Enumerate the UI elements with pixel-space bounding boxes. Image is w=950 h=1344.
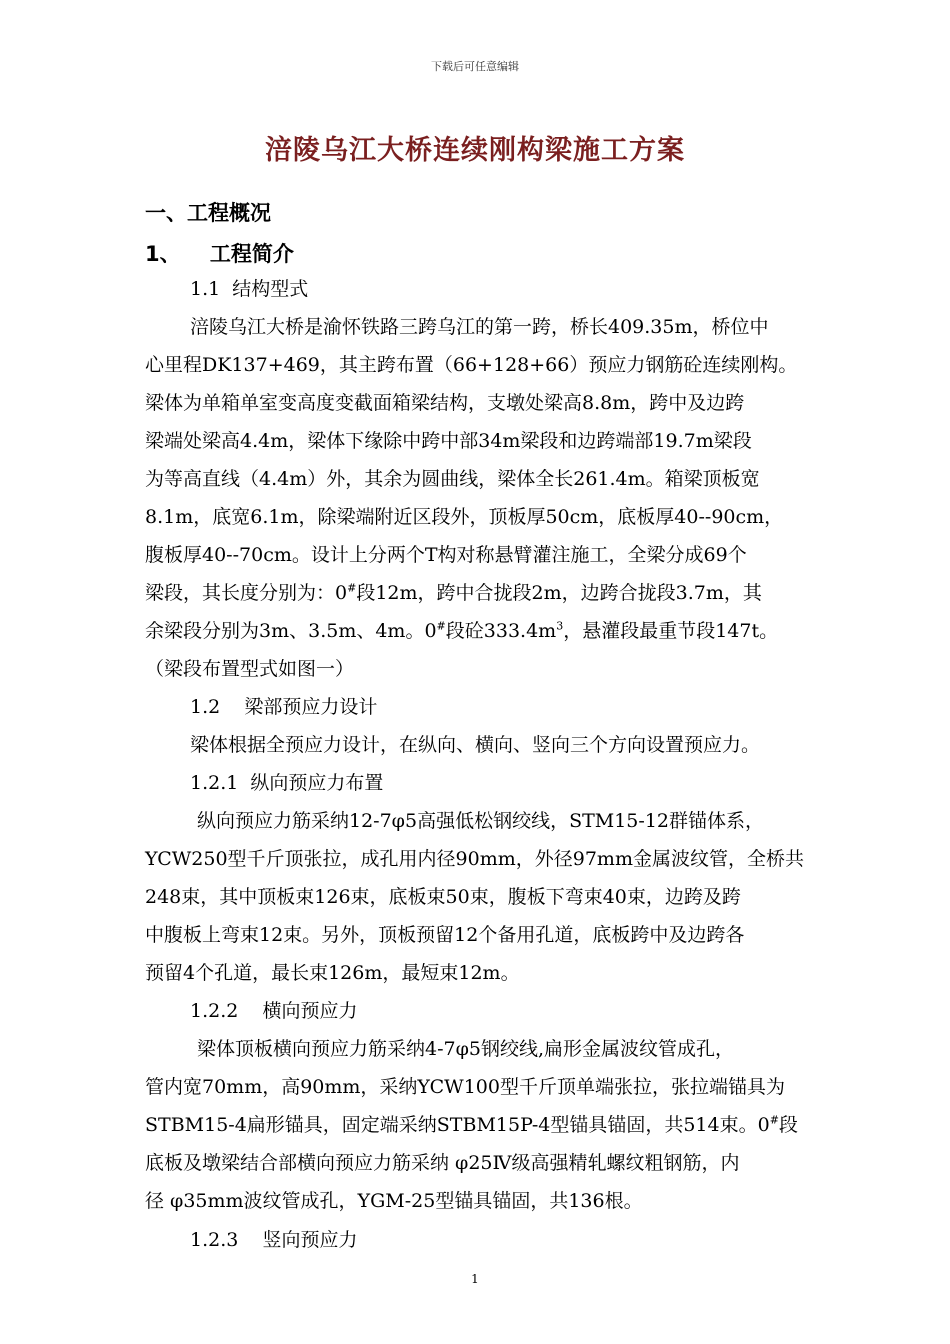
heading-1-1: 1.1 结构型式 (190, 278, 309, 300)
paragraph-line: 梁体为单箱单室变高度变截面箱梁结构，支墩处梁高8.8m，跨中及边跨 (145, 392, 745, 414)
paragraph-line: 梁体顶板横向预应力筋采纳4-7φ5钢绞线,扁形金属波纹管成孔， (197, 1038, 735, 1060)
text-run: 段12m，跨中合拢段2m，边跨合拢段3.7m，其 (356, 582, 762, 604)
section-heading: 一、工程概况 (145, 201, 271, 225)
document-title: 涪陵乌江大桥连续刚构梁施工方案 (265, 135, 685, 166)
heading-1-2-3: 1.2.3 竖向预应力 (190, 1229, 358, 1251)
paragraph-line: 纵向预应力筋采纳12-7φ5高强低松钢绞线，STM15-12群锚体系， (197, 810, 764, 832)
paragraph-line (145, 1112, 798, 1138)
paragraph-line: 心里程DK137+469，其主跨布置（66+128+66）预应力钢筋砼连续刚构。 (145, 354, 798, 376)
paragraph-line: 8.1m，底宽6.1m，除梁端附近区段外，顶板厚50cm，底板厚40--90cm， (145, 506, 784, 528)
superscript: 3 (556, 619, 564, 633)
paragraph-line: 涪陵乌江大桥是渝怀铁路三跨乌江的第一跨，桥长409.35m，桥位中 (190, 316, 769, 338)
paragraph-line: 管内宽70mm，高90mm，采纳YCW100型千斤顶单端张拉，张拉端锚具为 (145, 1076, 785, 1098)
paragraph-line: 中腹板上弯束12束。另外，顶板预留12个备用孔道，底板跨中及边跨各 (145, 924, 745, 946)
paragraph-line: 底板及墩梁结合部横向预应力筋采纳 φ25Ⅳ级高强精轧螺纹粗钢筋，内 (145, 1152, 740, 1174)
paragraph-line: 梁端处梁高4.4m，梁体下缘除中跨中部34m梁段和边跨端部19.7m梁段 (145, 430, 752, 452)
paragraph-line (145, 580, 762, 606)
text-run: 梁段，其长度分别为：0 (145, 582, 348, 604)
superscript: # (436, 619, 446, 633)
text-run: 余梁段分别为3m、3.5m、4m。0 (145, 620, 437, 642)
heading-1-2-2: 1.2.2 横向预应力 (190, 1000, 358, 1022)
heading-1-2-1: 1.2.1 纵向预应力布置 (190, 772, 384, 794)
text-run: 段 (778, 1114, 798, 1136)
paragraph-line: （梁段布置型式如图一） (145, 658, 355, 680)
paragraph-line: 为等高直线（4.4m）外，其余为圆曲线，梁体全长261.4m。箱梁顶板宽 (145, 468, 760, 490)
text-run: 段砼333.4m (445, 620, 557, 642)
paragraph-line: YCW250型千斤顶张拉，成孔用内径90mm，外径97mm金属波纹管，全桥共 (145, 848, 804, 870)
superscript: # (769, 1113, 779, 1127)
paragraph-line: 248束，其中顶板束126束，底板束50束，腹板下弯束40束，边跨及跨 (145, 886, 741, 908)
paragraph-line: 腹板厚40--70cm。设计上分两个T构对称悬臂灌注施工，全梁分成69个 (145, 544, 747, 566)
subsection-heading: 1、 工程简介 (145, 242, 294, 266)
text-run: STBM15-4扁形锚具，固定端采纳STBM15P-4型锚具锚固，共514束。0 (145, 1114, 770, 1136)
paragraph-line: 径 φ35mm波纹管成孔，YGM-25型锚具锚固，共136根。 (145, 1190, 643, 1212)
paragraph-line: 梁体根据全预应力设计，在纵向、横向、竖向三个方向设置预应力。 (190, 734, 761, 756)
paragraph-line: 预留4个孔道，最长束126m，最短束12m。 (145, 962, 520, 984)
header-note: 下载后可任意编辑 (431, 60, 519, 73)
page-number: 1 (471, 1272, 479, 1286)
paragraph-line (145, 618, 778, 644)
heading-1-2: 1.2 梁部预应力设计 (190, 696, 378, 718)
text-run: ，悬灌段最重节段147t。 (563, 620, 779, 642)
superscript: # (347, 581, 357, 595)
